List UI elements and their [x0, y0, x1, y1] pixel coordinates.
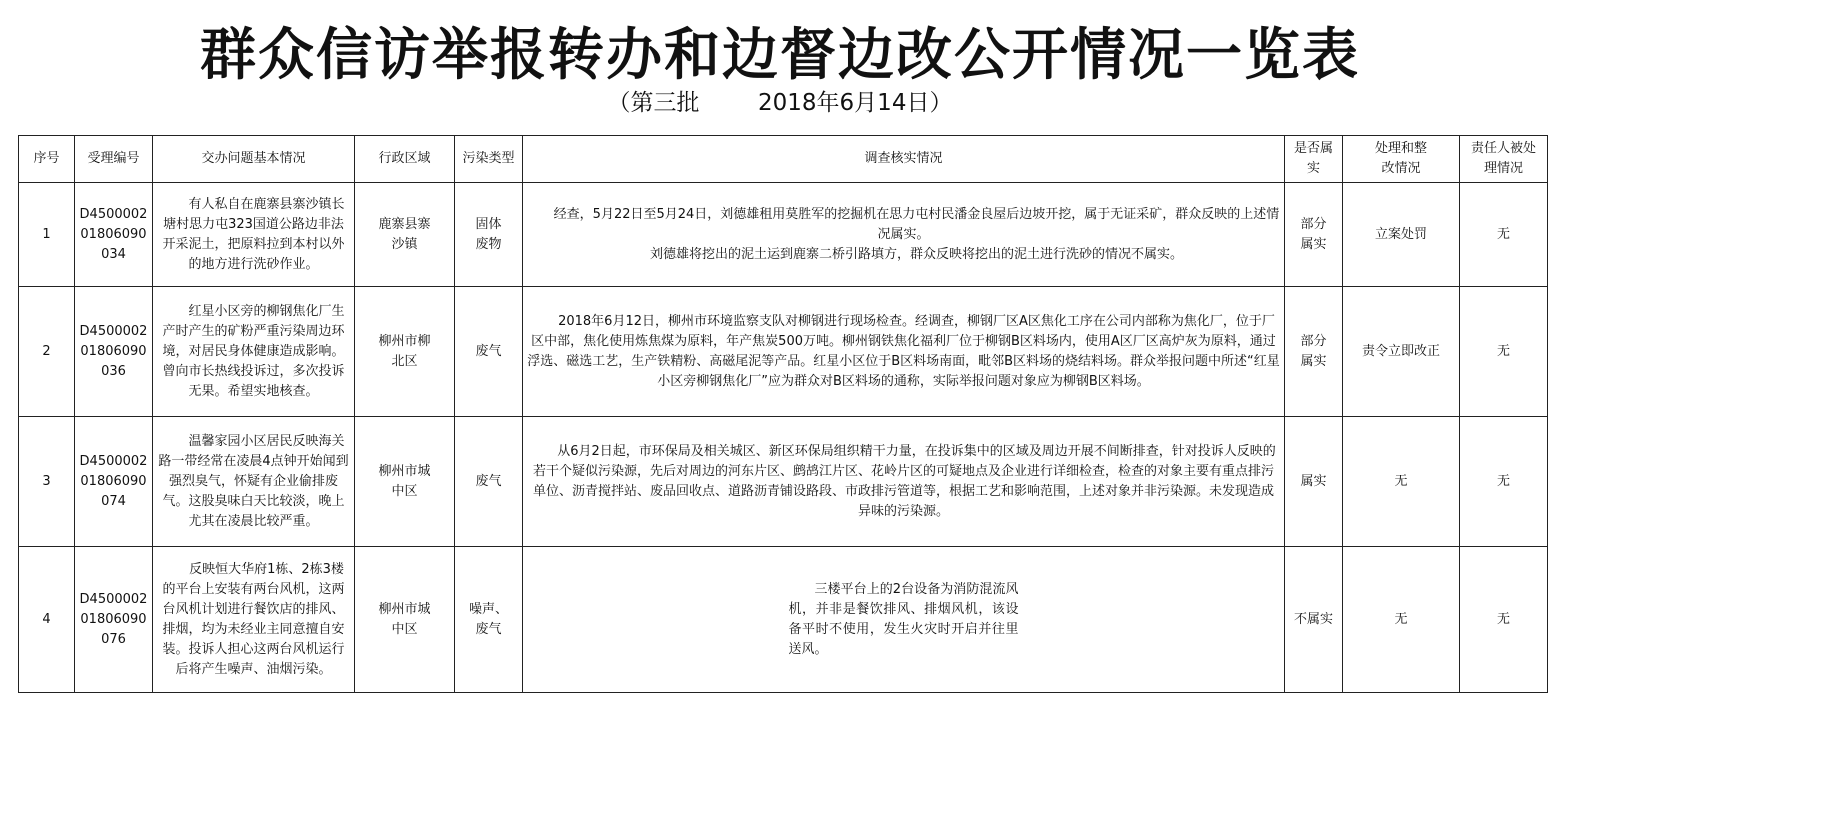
cell-region-text: 柳州市城中区 — [378, 463, 431, 499]
cell-seq: 4 — [19, 547, 75, 693]
cell-seq: 1 — [19, 183, 75, 287]
header-problem: 交办问题基本情况 — [153, 136, 355, 183]
cell-pollution-text: 噪声、废气 — [469, 601, 509, 637]
cell-code-text: D450000201806090076 — [79, 591, 148, 647]
header-row — [19, 136, 1548, 183]
cell-region-text: 柳州市柳北区 — [378, 333, 431, 369]
cell-verified-text: 部分属实 — [1300, 333, 1327, 369]
cell-accountability: 无 — [1460, 547, 1548, 693]
cell-investigation — [523, 417, 1285, 547]
cell-code — [75, 183, 153, 287]
header-verified-label: 是否属实 — [1294, 141, 1334, 176]
cell-verified — [1285, 287, 1343, 417]
cell-pollution: 废气 — [455, 417, 523, 547]
table-row — [19, 417, 1548, 547]
header-handling-label: 处理和整改情况 — [1375, 141, 1428, 176]
investigation-paragraph: 三楼平台上的2台设备为消防混流风机，并非是餐饮排风、排烟风机，该设备平时不使用，发生火灾时开启并往里送风。 — [788, 581, 1019, 657]
cell-investigation — [523, 287, 1285, 417]
header-handling — [1343, 136, 1460, 183]
cell-pollution-text: 固体废物 — [475, 216, 502, 252]
table-row — [19, 287, 1548, 417]
cell-handling: 无 — [1343, 417, 1460, 547]
cell-code — [75, 287, 153, 417]
cell-region-text: 柳州市城中区 — [378, 601, 431, 637]
investigation-paragraph: 经查，5月22日至5月24日，刘德雄租用莫胜军的挖掘机在思力屯村民潘金良屋后边坡开挖，属于无证采矿，群众反映的上述情况属实。 — [553, 206, 1280, 242]
cell-region — [355, 287, 455, 417]
cell-pollution — [455, 183, 523, 287]
cell-problem: 反映恒大华府1栋、2栋3楼的平台上安装有两台风机，这两台风机计划进行餐饮店的排风、排烟，均为未经业主同意擅自安装。投诉人担心这两台风机运行后将产生噪声、油烟污染。 — [153, 547, 355, 693]
cell-problem: 温馨家园小区居民反映海关路一带经常在凌晨4点钟开始闻到强烈臭气，怀疑有企业偷排废气。这股臭味白天比较淡，晚上尤其在凌晨比较严重。 — [153, 417, 355, 547]
cell-code-text: D450000201806090034 — [79, 206, 148, 262]
cell-problem: 红星小区旁的柳钢焦化厂生产时产生的矿粉严重污染周边环境，对居民身体健康造成影响。曾向市长热线投诉过，多次投诉无果。希望实地核查。 — [153, 287, 355, 417]
cell-seq: 3 — [19, 417, 75, 547]
cell-pollution: 废气 — [455, 287, 523, 417]
cell-handling: 责令立即改正 — [1343, 287, 1460, 417]
cell-region — [355, 417, 455, 547]
cell-handling: 无 — [1343, 547, 1460, 693]
header-accountability-label: 责任人被处理情况 — [1471, 141, 1537, 176]
petition-table — [18, 135, 1548, 693]
header-seq: 序号 — [19, 136, 75, 183]
investigation-paragraph: 刘德雄将挖出的泥土运到鹿寨二桥引路填方，群众反映将挖出的泥土进行洗砂的情况不属实。 — [649, 246, 1183, 262]
cell-pollution — [455, 547, 523, 693]
header-code: 受理编号 — [75, 136, 153, 183]
table-row — [19, 183, 1548, 287]
cell-accountability: 无 — [1460, 417, 1548, 547]
cell-code-text: D450000201806090036 — [79, 323, 148, 379]
cell-verified: 不属实 — [1285, 547, 1343, 693]
header-investigation: 调查核实情况 — [523, 136, 1285, 183]
cell-accountability: 无 — [1460, 287, 1548, 417]
cell-investigation — [523, 547, 1285, 693]
cell-problem: 有人私自在鹿寨县寨沙镇长塘村思力屯323国道公路边非法开采泥土，把原料拉到本村以外的地方进行洗砂作业。 — [153, 183, 355, 287]
cell-investigation — [523, 183, 1285, 287]
cell-code — [75, 417, 153, 547]
investigation-paragraph: 2018年6月12日，柳州市环境监察支队对柳钢进行现场检查。经调查，柳钢厂区A区焦化工序在公司内部称为焦化厂，位于厂区中部，焦化使用炼焦煤为原料，年产焦炭500万吨。柳州钢铁焦化福利厂位于柳钢B区料场内，使用A区厂区高炉灰为原料，通过浮选、磁选工艺，生产铁精粉、高磁尾泥等产品。红星小区位于B区料场南面，毗邻B区料场的烧结料场。群众举报问题中所述“红星小区旁柳钢焦化厂”应为群众对B区料场的通称，实际举报问题对象应为柳钢B区料场。 — [527, 313, 1280, 389]
cell-code-text: D450000201806090074 — [79, 453, 148, 509]
header-accountability — [1460, 136, 1548, 183]
header-region: 行政区域 — [355, 136, 455, 183]
table-row — [19, 547, 1548, 693]
cell-verified-text: 部分属实 — [1300, 216, 1327, 252]
page-title: 群众信访举报转办和边督边改公开情况一览表 — [200, 22, 1360, 88]
header-verified — [1285, 136, 1343, 183]
header-pollution: 污染类型 — [455, 136, 523, 183]
cell-accountability: 无 — [1460, 183, 1548, 287]
cell-handling: 立案处罚 — [1343, 183, 1460, 287]
cell-code — [75, 547, 153, 693]
cell-verified — [1285, 183, 1343, 287]
cell-region — [355, 547, 455, 693]
cell-seq: 2 — [19, 287, 75, 417]
cell-region-text: 鹿寨县寨沙镇 — [378, 216, 431, 252]
page-subtitle: （第三批 2018年6月14日） — [607, 90, 953, 116]
cell-region — [355, 183, 455, 287]
investigation-paragraph: 从6月2日起，市环保局及相关城区、新区环保局组织精干力量，在投诉集中的区域及周边开展不间断排查，针对投诉人反映的若干个疑似污染源，先后对周边的河东片区、鹧鸪江片区、花岭片区的可疑地点及企业进行详细检查，检查的对象主要有重点排污单位、沥青搅拌站、废品回收点、道路沥青铺设路段、市政排污管道等，根据工艺和影响范围，上述对象并非污染源。未发现造成异味的污染源。 — [532, 443, 1276, 519]
cell-verified: 属实 — [1285, 417, 1343, 547]
